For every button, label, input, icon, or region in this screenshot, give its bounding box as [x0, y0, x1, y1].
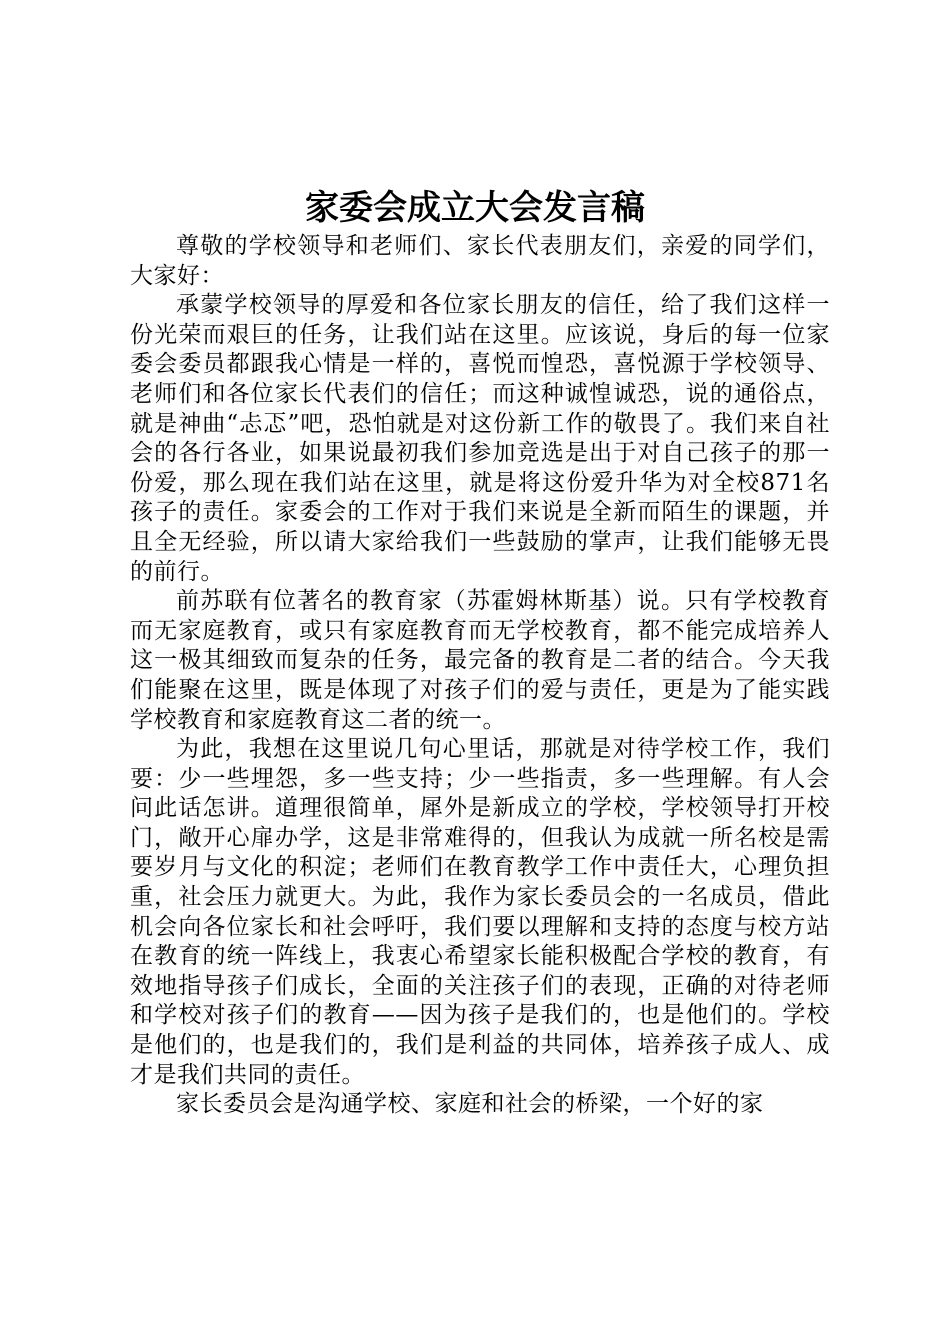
paragraph-gratitude: 承蒙学校领导的厚爱和各位家长朋友的信任，给了我们这样一份光荣而艰巨的任务，让我们站在这里。应该说，身后的每一位家委会委员都跟我心情是一样的，喜悦而惶恐，喜悦源于学校领导、老师们和各位家长代表们的信任；而这种诚惶诚恐，说的通俗点，就是神曲“忐忑”吧，恐怕就是对这份新工作的敬畏了。我们来自社会的各行各业，如果说最初我们参加竞选是出于对自己孩子的那一份爱，那么现在我们站在这里，就是将这份爱升华为对全校871名孩子的责任。家委会的工作对于我们来说是全新而陌生的课题，并且全无经验，所以请大家给我们一些鼓励的掌声，让我们能够无畏的前行。 — [130, 292, 830, 585]
document-body — [130, 232, 830, 1120]
paragraph-greeting: 尊敬的学校领导和老师们、家长代表朋友们，亲爱的同学们，大家好： — [130, 233, 830, 289]
paragraph-appeal: 为此，我想在这里说几句心里话，那就是对待学校工作，我们要：少一些埋怨，多一些支持；少一些指责，多一些理解。有人会问此话怎讲。道理很简单，犀外是新成立的学校，学校领导打开校门，敞开心扉办学，这是非常难得的，但我认为成就一所名校是需要岁月与文化的积淀；老师们在教育教学工作中责任大，心理负担重，社会压力就更大。为此，我作为家长委员会的一名成员，借此机会向各位家长和社会呼吁，我们要以理解和支持的态度与校方站在教育的统一阵线上，我衷心希望家长能积极配合学校的教育，有效地指导孩子们成长，全面的关注孩子们的表现，正确的对待老师和学校对孩子们的教育——因为孩子是我们的，也是他们的。学校是他们的，也是我们的，我们是利益的共同体，培养孩子成人、成才是我们共同的责任。 — [130, 736, 830, 1088]
document-title: 家委会成立大会发言稿 — [305, 188, 645, 228]
paragraph-committee-bridge: 家长委员会是沟通学校、家庭和社会的桥梁，一个好的家 — [176, 1091, 764, 1118]
paragraph-educator-quote: 前苏联有位著名的教育家（苏霍姆林斯基）说。只有学校教育而无家庭教育，或只有家庭教育而无学校教育，都不能完成培养人这一极其细致而复杂的任务，最完备的教育是二者的结合。今天我们能聚在这里，既是体现了对孩子们的爱与责任，更是为了能实践学校教育和家庭教育这二者的统一。 — [130, 588, 830, 733]
